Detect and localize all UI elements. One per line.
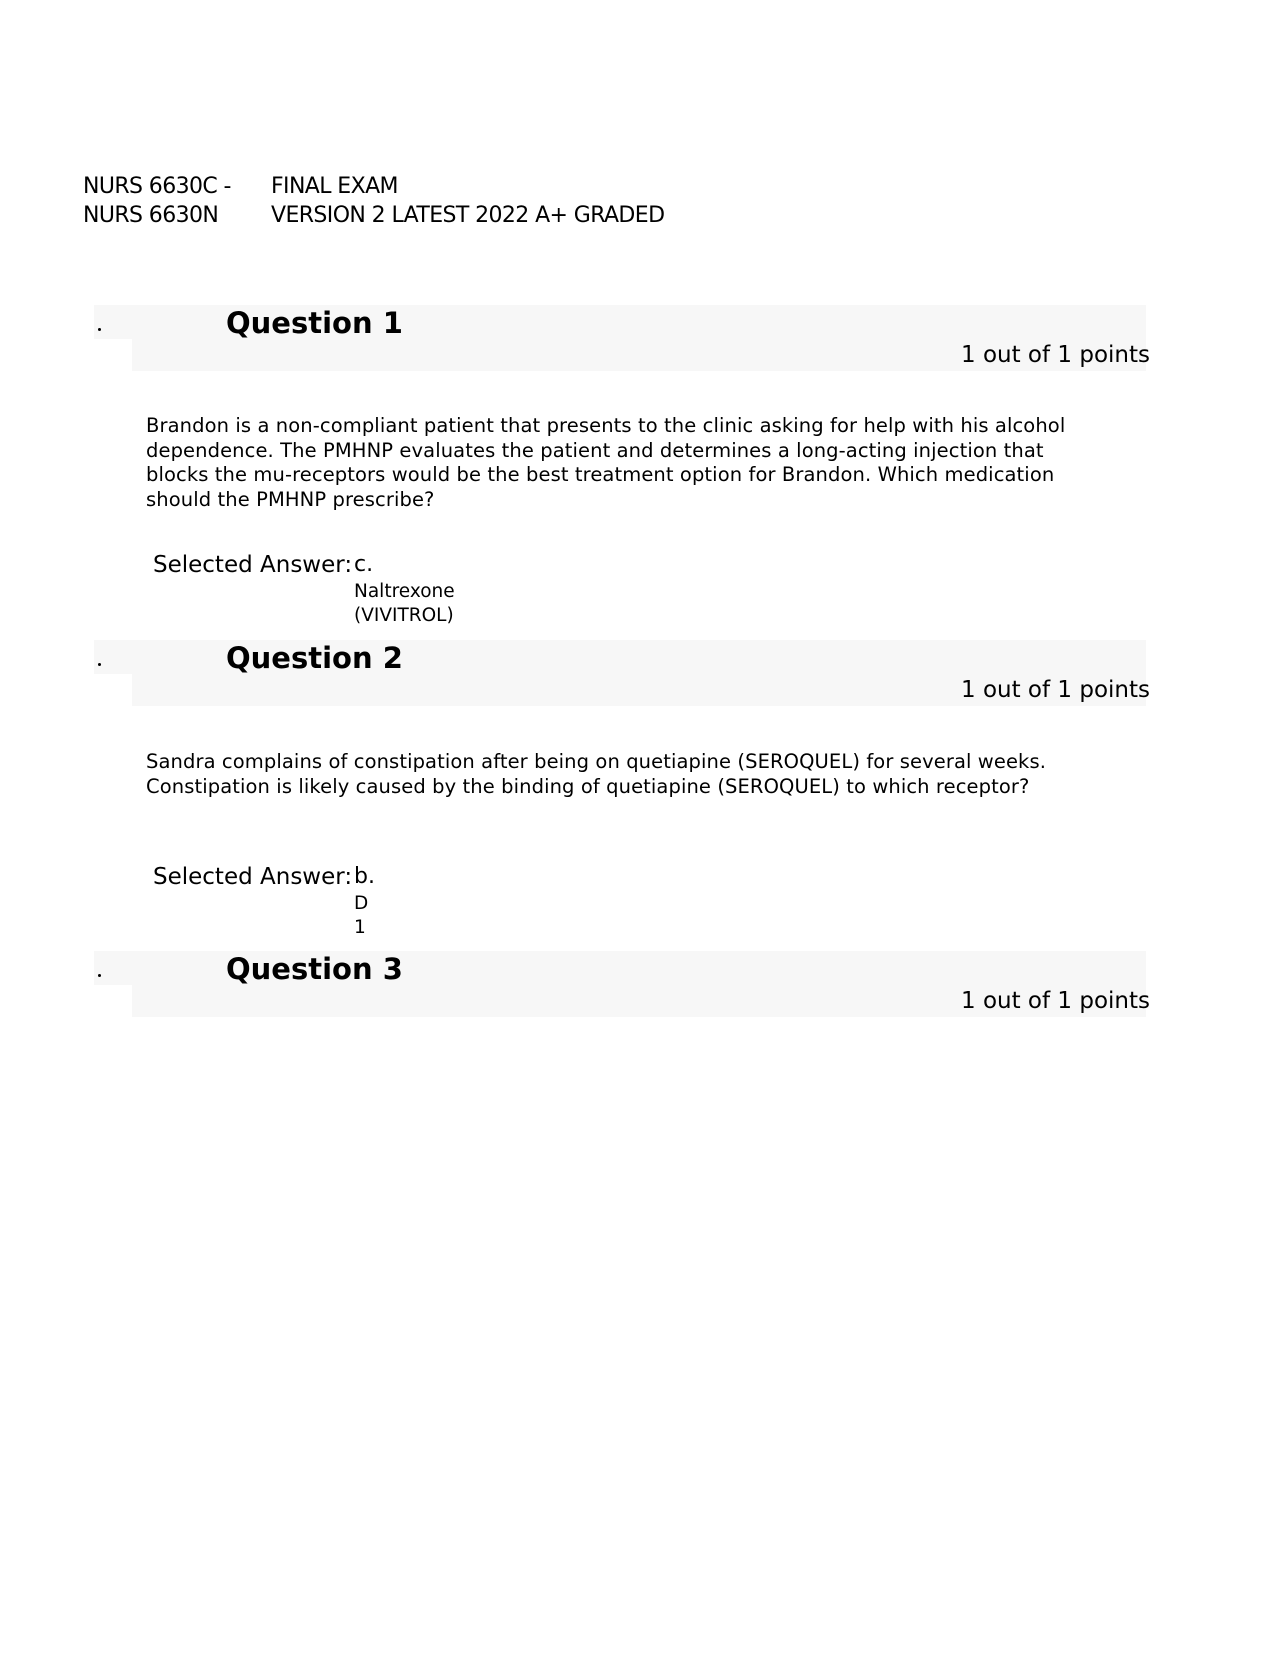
answer-letter: b.: [354, 864, 375, 889]
document-header: [83, 172, 664, 230]
question-2-answer: [153, 862, 375, 940]
question-points: 1 out of 1 points: [961, 677, 1150, 703]
bullet-icon: [98, 663, 101, 666]
question-2-text: Sandra complains of constipation after being on quetiapine (SEROQUEL) for several weeks. Constipation is likely caused by the binding of quetiapine (SEROQUEL) to which receptor?: [146, 750, 1047, 798]
question-title: Question 3: [226, 952, 403, 986]
answer-text: D 1: [354, 893, 369, 938]
selected-answer-value: [354, 550, 455, 628]
question-1-header: [94, 305, 1150, 371]
question-2-header: [94, 640, 1150, 706]
question-1-answer: [153, 550, 455, 628]
question-title: Question 1: [226, 306, 403, 340]
question-1-text: Brandon is a non-compliant patient that presents to the clinic asking for help with his alcohol dependence. The PMHNP evaluates the patient and determines a long-acting injection that blocks the mu-receptors would be the best treatment option for Brandon. Which medication should the PMHNP prescribe?: [146, 414, 1066, 511]
selected-answer-label: Selected Answer:: [153, 864, 353, 890]
selected-answer-value: [354, 862, 375, 940]
header-row-2: [83, 201, 664, 230]
answer-letter: c.: [354, 552, 374, 577]
question-points: 1 out of 1 points: [961, 342, 1150, 368]
exam-title-line-2: VERSION 2 LATEST 2022 A+ GRADED: [271, 203, 665, 228]
answer-text: Naltrexone (VIVITROL): [354, 581, 455, 626]
exam-title-line-1: FINAL EXAM: [271, 174, 398, 199]
selected-answer-label: Selected Answer:: [153, 552, 353, 578]
course-code-line-1: NURS 6630C -: [83, 174, 231, 199]
bullet-icon: [98, 974, 101, 977]
course-code-line-2: NURS 6630N: [83, 203, 219, 228]
question-title: Question 2: [226, 641, 403, 675]
bullet-icon: [98, 328, 101, 331]
question-3-header: [94, 951, 1150, 1017]
header-row-1: [83, 172, 664, 201]
question-points: 1 out of 1 points: [961, 988, 1150, 1014]
